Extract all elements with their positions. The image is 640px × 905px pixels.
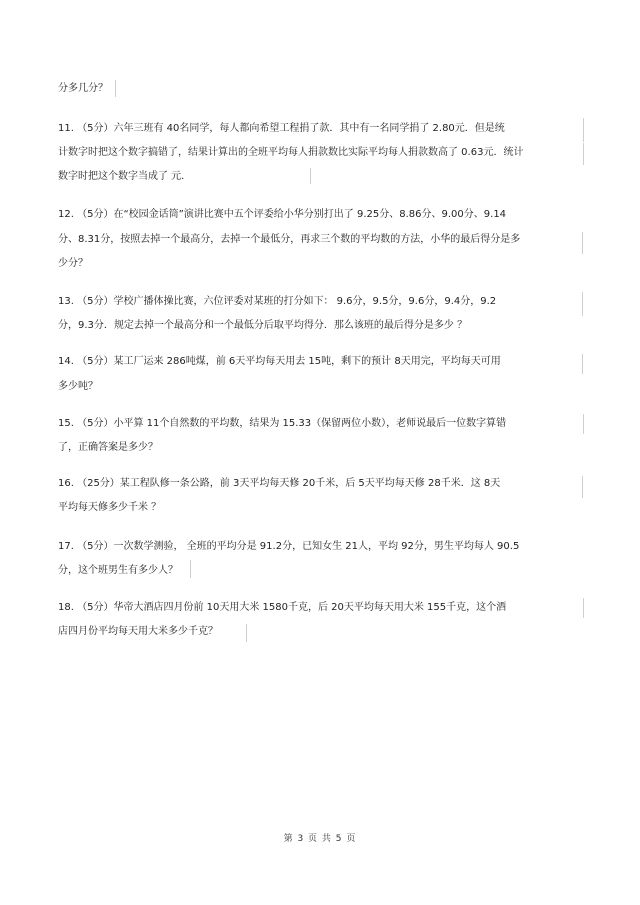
answer-bracket xyxy=(582,476,583,498)
answer-bracket xyxy=(583,143,584,165)
question-15: 15. （5分）小平算 11个自然数的平均数，结果为 15.33（保留两位小数），老师说最后一位数字算错 xyxy=(58,418,507,429)
text-line: 平均每天修多少千米 ？ xyxy=(58,502,162,513)
answer-bracket xyxy=(582,354,583,374)
text-line: 分，9.3分．规定去掉一个最高分和一个最低分后取平均得分．那么该班的最后得分是多少 ？ xyxy=(58,320,468,331)
question-12: 12. （5分）在“校园金话筒”演讲比赛中五个评委给小华分别打出了 9.25分、8.86分、9.00分、9.14 xyxy=(58,209,507,220)
answer-bracket xyxy=(583,414,584,434)
text-line: 计数字时把这个数字搞错了，结果计算出的全班平均每人捐款数比实际平均每人捐款数高了 0.63元．统计 xyxy=(58,147,524,158)
question-14: 14. （5分）某工厂运来 286吨煤，前 6天平均每天用去 15吨，剩下的预计 8天用完，平均每天可用 xyxy=(58,356,501,367)
answer-bracket xyxy=(310,168,311,184)
text-line: 分，这个班男生有多少人？ xyxy=(58,565,178,576)
question-13: 13. （5分）学校广播体操比赛，六位评委对某班的打分如下： 9.6分，9.5分，9.6分，9.4分，9.2 xyxy=(58,296,497,307)
text-line: 店四月份平均每天用大米多少千克？ xyxy=(58,626,218,637)
answer-bracket xyxy=(246,624,247,642)
question-17: 17. （5分）一次数学测验， 全班的平均分是 91.2分，已知女生 21人，平均 92分，男生平均每人 90.5 xyxy=(58,541,520,552)
text-line: 了，正确答案是多少？ xyxy=(58,442,158,453)
answer-bracket xyxy=(582,292,583,316)
page-footer: 第 3 页 共 5 页 xyxy=(283,834,357,844)
text-line: 分、8.31分，按照去掉一个最高分，去掉一个最低分，再求三个数的平均数的方法，小华的最后得分是多 xyxy=(58,234,521,245)
text-line: 数字时把这个数字当成了 元． xyxy=(58,171,192,182)
question-16: 16. （25分）某工程队修一条公路，前 3天平均每天修 20千米，后 5天平均每天修 28千米．这 8天 xyxy=(58,478,501,489)
answer-bracket xyxy=(190,560,191,578)
answer-bracket xyxy=(583,598,584,618)
question-11: 11. （5分）六年三班有 40名同学，每人都向希望工程捐了款．其中有一名同学捐了 2.80元．但是统 xyxy=(58,123,505,134)
answer-bracket xyxy=(582,232,583,254)
question-18: 18. （5分）华帝大酒店四月份前 10天用大米 1580千克，后 20天平均每天用大米 155千克，这个酒 xyxy=(58,602,507,613)
answer-bracket xyxy=(115,80,116,97)
text-line: 多少吨？ xyxy=(58,381,98,392)
text-line: 少分？ xyxy=(58,258,88,269)
text-line: 分多几分？ xyxy=(58,83,108,94)
answer-bracket xyxy=(583,118,584,142)
